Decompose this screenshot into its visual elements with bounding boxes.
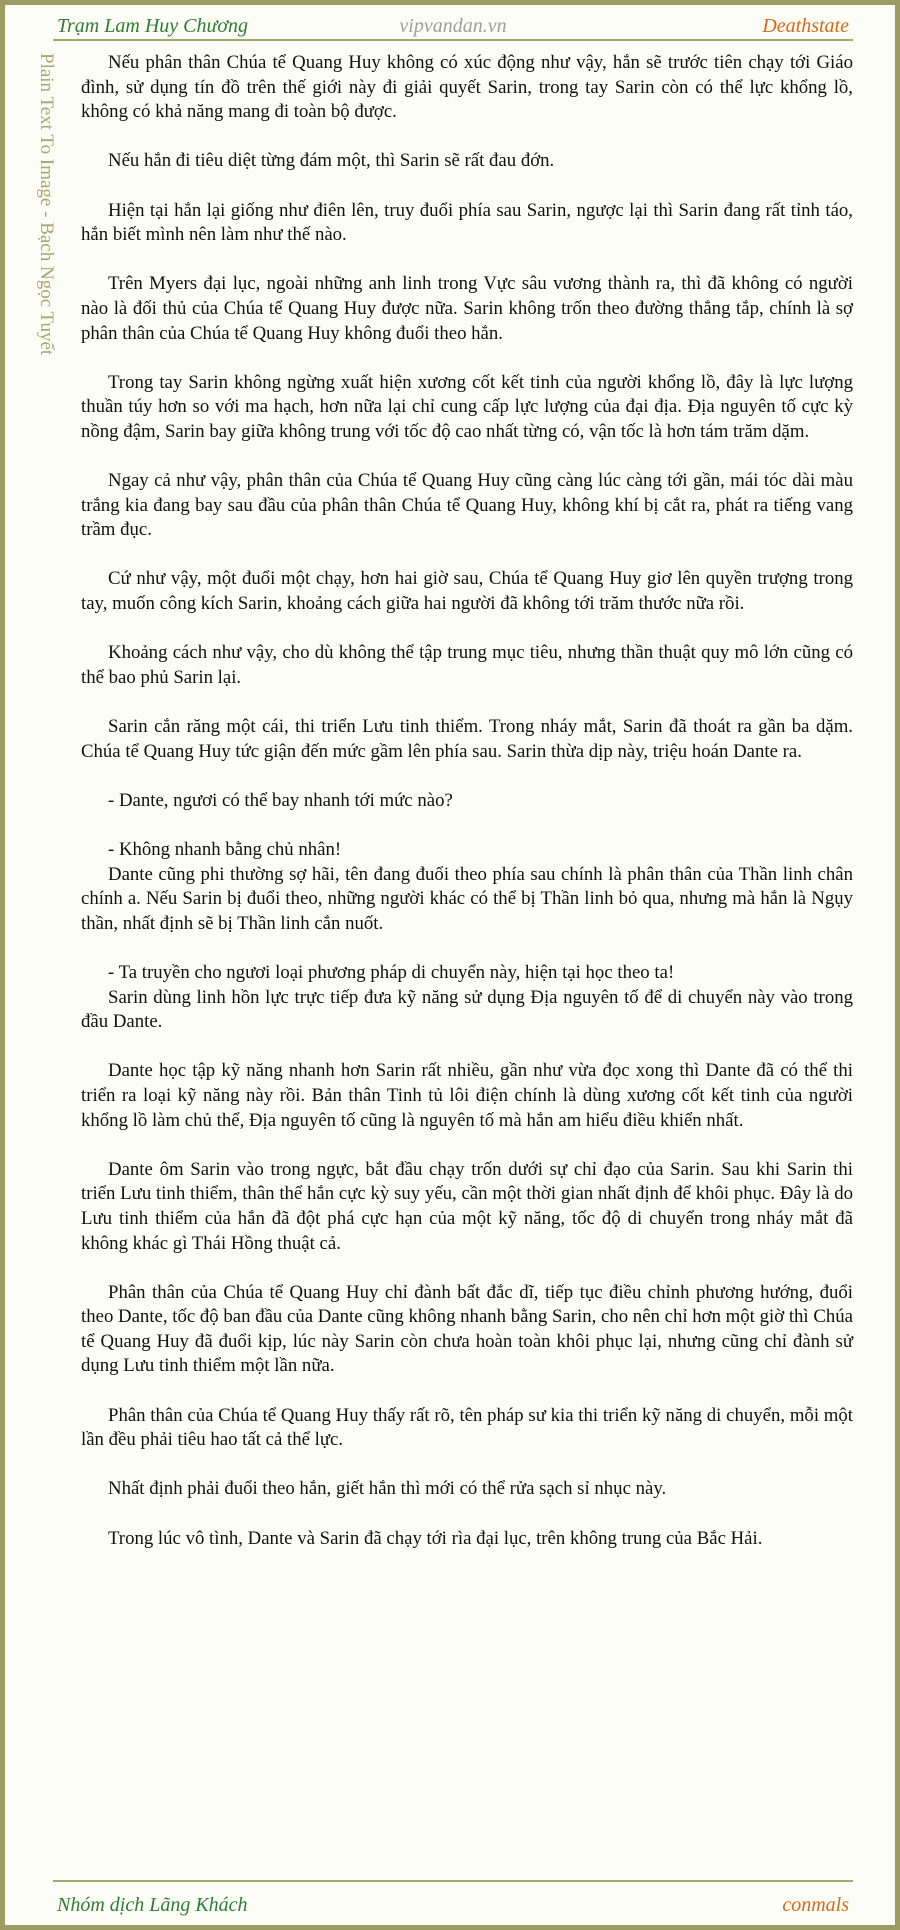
paragraph: Cứ như vậy, một đuổi một chạy, hơn hai giờ sau, Chúa tể Quang Huy giơ lên quyền trượng trong tay, muốn công kích Sarin, khoảng cách giữa hai người đã không tới trăm thước nữa rồi. bbox=[81, 568, 853, 615]
paragraph: Nếu phân thân Chúa tể Quang Huy không có xúc động như vậy, hắn sẽ trước tiên chạy tới Giáo đình, sử dụng tín đồ trên thế giới này đi giải quyết Sarin, trong tay Sarin còn có thể lực khổng lồ, không có khả năng mang đi toàn bộ được. bbox=[81, 52, 853, 123]
paragraph: Trên Myers đại lục, ngoài những anh linh trong Vực sâu vương thành ra, thì đã không có người nào là đối thủ của Chúa tể Quang Huy được nữa. Sarin không trốn theo đường thẳng tắp, chính là sợ phân thân của Chúa tể Quang Huy không đuổi theo hắn. bbox=[81, 273, 853, 344]
dialogue-line: - Ta truyền cho ngươi loại phương pháp di chuyển này, hiện tại học theo ta! bbox=[108, 961, 675, 983]
paragraph: Sarin cắn răng một cái, thi triển Lưu tinh thiểm. Trong nháy mắt, Sarin đã thoát ra gần ba dặm. Chúa tể Quang Huy tức giận đến mức gầm lên phía sau. Sarin thừa dịp này, triệu hoán Dante ra. bbox=[81, 716, 853, 762]
paragraph: Sarin dùng linh hồn lực trực tiếp đưa kỹ năng sử dụng Địa nguyên tố để di chuyển này vào trong đầu Dante. bbox=[81, 986, 853, 1033]
footer-right-text: conmals bbox=[782, 1894, 849, 1916]
paragraph: Nhất định phải đuổi theo hắn, giết hắn thì mới có thể rửa sạch sỉ nhục này. bbox=[108, 1478, 667, 1500]
paragraph: Ngay cả như vậy, phân thân của Chúa tể Quang Huy cũng càng lúc càng tới gần, mái tóc dài màu trắng kia đang bay sau đầu của phân thân Chúa tể Quang Huy, không khí bị cắt ra, phát ra tiếng vang trầm đục. bbox=[81, 470, 853, 541]
paragraph: Phân thân của Chúa tể Quang Huy thấy rất rõ, tên pháp sư kia thi triển kỹ năng di chuyển, mỗi một lần đều phải tiêu hao tất cả thể lực. bbox=[81, 1404, 853, 1451]
paragraph: Dante ôm Sarin vào trong ngực, bắt đầu chạy trốn dưới sự chỉ đạo của Sarin. Sau khi Sarin thi triển Lưu tinh thiểm, thân thể hắn cực kỳ suy yếu, cần một thời gian nhất định để khôi phục. Đây là do Lưu tinh thiểm của hắn đã đột phá cực hạn của một kỹ năng, tốc độ di chuyển trong nháy mắt đã không khác gì Thái Hồng thuật cả. bbox=[81, 1158, 853, 1254]
header-divider bbox=[53, 39, 853, 41]
page-header bbox=[53, 11, 853, 47]
footer-left-text: Nhóm dịch Lãng Khách bbox=[57, 1894, 248, 1916]
paragraph: Phân thân của Chúa tể Quang Huy chỉ đành bất đắc dĩ, tiếp tục điều chỉnh phương hướng, đuổi theo Dante, tốc độ ban đầu của Dante cũng không nhanh bằng Sarin, cho nên chỉ hơn một giờ thì Chúa tể Quang Huy đã đuổi kịp, lúc này Sarin còn chưa hoàn toàn khôi phục lại, nhưng cũng chỉ đành sử dụng Lưu tinh thiểm một lần nữa. bbox=[81, 1281, 853, 1377]
paragraph: Khoảng cách như vậy, cho dù không thể tập trung mục tiêu, nhưng thần thuật quy mô lớn cũng có thể bao phủ Sarin lại. bbox=[81, 642, 853, 688]
sidebar-watermark: Plain Text To Image - Bạch Ngọc Tuyết bbox=[36, 53, 57, 356]
page-footer bbox=[53, 1890, 853, 1926]
dialogue-line: - Không nhanh bằng chủ nhân! bbox=[108, 839, 342, 860]
page bbox=[5, 5, 895, 1925]
header-right-text: Deathstate bbox=[762, 15, 849, 37]
paragraph: Trong lúc vô tình, Dante và Sarin đã chạy tới rìa đại lục, trên không trung của Bắc Hải. bbox=[108, 1527, 763, 1549]
dialogue-line: - Dante, ngươi có thể bay nhanh tới mức nào? bbox=[108, 789, 453, 811]
header-left-text: Trạm Lam Huy Chương bbox=[57, 15, 249, 37]
paragraph: Trong tay Sarin không ngừng xuất hiện xương cốt kết tinh của người khổng lồ, đây là lực lượng thuần túy hơn so với ma hạch, hơn nữa lại chỉ cung cấp lực lượng của đại địa. Địa nguyên tố cực kỳ nồng đậm, Sarin bay giữa không trung với tốc độ cao nhất từng có, vận tốc là hơn tám trăm dặm. bbox=[81, 371, 853, 442]
paragraph: Nếu hắn đi tiêu diệt từng đám một, thì Sarin sẽ rất đau đớn. bbox=[108, 150, 555, 172]
paragraph: Dante học tập kỹ năng nhanh hơn Sarin rất nhiều, gần như vừa đọc xong thì Dante đã có thể thi triển ra loại kỹ năng này rồi. Bản thân Tinh tủ lôi điện chính là dùng xương cốt kết tinh của người khổng lồ làm chủ thể, Địa nguyên tố cũng là nguyên tố mà hắn am hiểu điều khiển nhất. bbox=[81, 1060, 853, 1131]
header-site-text: vipvandan.vn bbox=[399, 15, 507, 37]
paragraph: Hiện tại hắn lại giống như điên lên, truy đuổi phía sau Sarin, ngược lại thì Sarin đang rất tỉnh táo, hắn biết mình nên làm như thế nào. bbox=[81, 199, 853, 246]
chapter-text bbox=[81, 51, 853, 1576]
footer-divider bbox=[53, 1880, 853, 1882]
paragraph: Dante cũng phi thường sợ hãi, tên đang đuổi theo phía sau chính là phân thân của Thần linh chân chính a. Nếu Sarin bị đuổi theo, những người khác có thể bị Thần linh bỏ qua, nhưng mà hắn là Ngụy thần, nhất định sẽ bị Thần linh cắn nuốt. bbox=[81, 863, 853, 934]
